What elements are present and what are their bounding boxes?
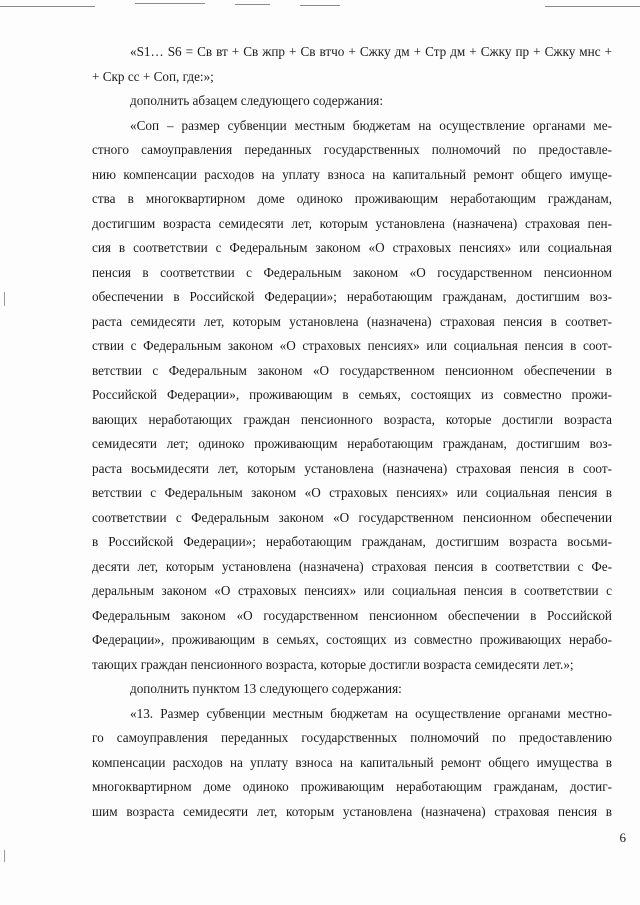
margin-artifact [4,292,5,306]
scan-artifact-line [545,6,640,7]
scan-artifact-line [0,6,95,7]
text-line: дополнить абзацем следующего содержания: [130,93,384,108]
text-line: вающих неработающих граждан пенсионного возраста, которые достигли возраста [92,411,612,427]
text-line: семидесяти лет; одиноко проживающим неработающим гражданам, достигшим воз- [92,436,612,451]
text-line: компенсации расходов на уплату взноса на капитальный ремонт общего имущества в [92,754,612,770]
text-line: достигшим возраста семидесяти лет, которым установлена (назначена) страховая пен- [92,215,612,231]
scan-artifact-line [235,4,270,5]
scan-artifact-line [300,5,340,6]
text-line: ствии с Федеральным законом «О страховых пенсиях» или социальная пенсия в соот- [92,338,612,353]
text-line: обеспечении в Российской Федерации»; неработающим гражданам, достигшим воз- [92,289,612,304]
text-line: десяти лет, которым установлена (назначена) страховая пенсия в соответствии с Фе- [92,558,612,574]
text-line: деральным законом «О страховых пенсиях» или социальная пенсия в соответствии с [92,583,612,598]
text-line: ветствии с Федеральным законом «О государственном пенсионном обеспечении в [92,362,612,378]
text-line: «13. Размер субвенции местным бюджетам на осуществление органами местно- [130,705,612,721]
scan-artifact-line [135,3,205,4]
text-line: Российской Федерации», проживающим в семьях, состоящих из совместно прожи- [92,387,612,402]
text-line: ветствии с Федеральным законом «О страховых пенсиях» или социальная пенсия в [92,485,612,500]
text-line: раста семидесяти лет, которым установлена (назначена) страховая пенсия в соответ- [92,313,612,329]
text-line: дополнить пунктом 13 следующего содержания: [130,681,402,696]
text-line: шим возраста семидесяти лет, которым установлена (назначена) страховая пенсия в [92,803,612,819]
text-line: нию компенсации расходов на уплату взноса на капитальный ремонт общего имуще- [92,166,612,182]
document-body [92,40,612,824]
text-line: в Российской Федерации»; неработающим гражданам, достигшим возраста восьми- [92,534,612,549]
text-line: «S1… S6 = Св вт + Св жпр + Св втчо + Сжку дм + Стр дм + Сжку пр + Сжку мнс + [130,44,612,59]
text-line: пенсия в соответствии с Федеральным законом «О государственном пенсионном [92,264,612,280]
text-line: Федеральным законом «О государственном пенсионном обеспечении в Российской [92,607,612,623]
text-line: го самоуправления переданных государственных полномочий по предоставлению [92,730,612,745]
margin-artifact [4,850,5,862]
text-line: Федерации», проживающим в семьях, состоящих из совместно проживающих нерабо- [92,632,612,647]
text-line: тающих граждан пенсионного возраста, которые достигли возраста семидесяти лет.»; [92,656,574,672]
text-line: соответствии с Федеральным законом «О государственном пенсионном обеспечении [92,509,612,525]
text-line: многоквартирном доме одиноко проживающим неработающим гражданам, достиг- [92,779,612,794]
text-line: «Соп – размер субвенции местным бюджетам на осуществление органами ме- [130,117,612,133]
text-line: раста восьмидесяти лет, которым установлена (назначена) страховая пенсия в соот- [92,460,612,476]
text-line: стного самоуправления переданных государственных полномочий по предоставле- [92,142,612,157]
text-line: ства в многоквартирном доме одиноко проживающим неработающим гражданам, [92,191,612,206]
text-line: + Скр сс + Соп, где:»; [92,68,214,84]
page-number: 6 [619,830,626,845]
text-line: сия в соответствии с Федеральным законом «О страховых пенсиях» или социальная [92,240,612,255]
